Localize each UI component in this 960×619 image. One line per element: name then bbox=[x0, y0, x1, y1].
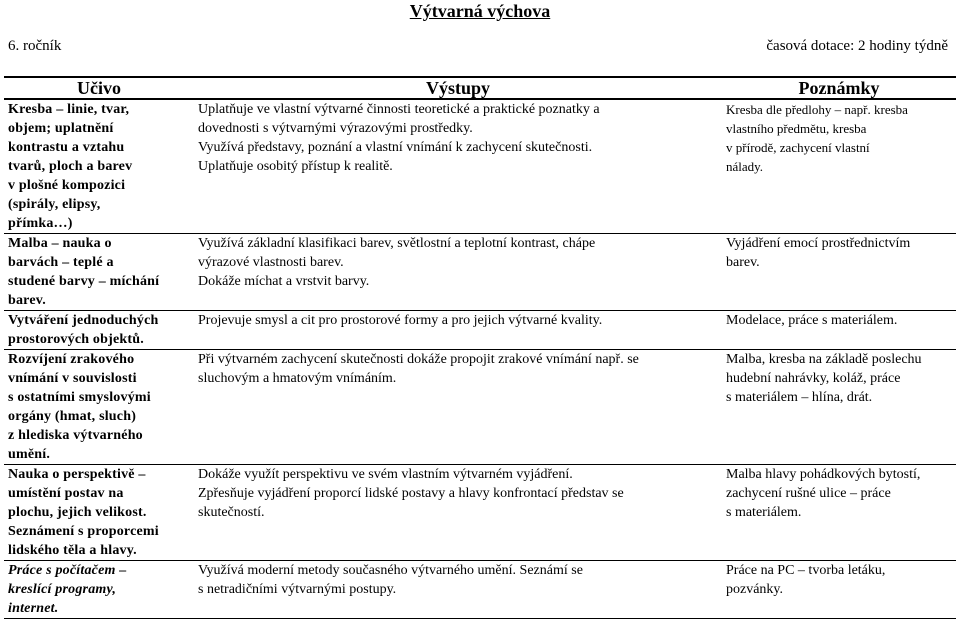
table-row bbox=[4, 465, 956, 561]
cell-line: Uplatňuje ve vlastní výtvarné činnosti teoretické a praktické poznatky a bbox=[198, 102, 600, 117]
cell-line: Malba hlavy pohádkových bytostí, bbox=[726, 467, 921, 482]
cell-line: prostorových objektů. bbox=[8, 332, 144, 347]
time-allocation-label: časová dotace: 2 hodiny týdně bbox=[766, 38, 948, 54]
cell-line: zachycení rušné ulice – práce bbox=[726, 486, 891, 501]
cell-line: Modelace, práce s materiálem. bbox=[726, 313, 898, 328]
poznamky-cell bbox=[722, 311, 956, 350]
cell-line: v přírodě, zachycení vlastní bbox=[726, 140, 870, 155]
cell-line: Projevuje smysl a cit pro prostorové formy a pro jejich výtvarné kvality. bbox=[198, 313, 603, 328]
cell-line: Práce s počítačem – bbox=[8, 563, 127, 578]
ucivo-cell bbox=[4, 99, 194, 234]
column-header-vystupy: Výstupy bbox=[194, 77, 722, 99]
cell-line: vnímání v souvislosti bbox=[8, 371, 137, 386]
cell-line: dovednosti s výtvarnými výrazovými prostředky. bbox=[198, 121, 473, 136]
cell-line: s ostatními smyslovými bbox=[8, 390, 151, 405]
cell-line: Zpřesňuje vyjádření proporcí lidské postavy a hlavy konfrontací představ se bbox=[198, 486, 624, 501]
cell-line: Vytváření jednoduchých bbox=[8, 313, 159, 328]
cell-line: nálady. bbox=[726, 159, 764, 174]
cell-line: umění. bbox=[8, 447, 51, 462]
cell-line: kontrastu a vztahu bbox=[8, 140, 125, 155]
cell-line: sluchovým a hmatovým vnímáním. bbox=[198, 371, 397, 386]
cell-line: pozvánky. bbox=[726, 582, 784, 597]
vystupy-cell bbox=[194, 99, 722, 234]
page-title: Výtvarná výchova bbox=[409, 1, 551, 21]
cell-line: Dokáže míchat a vrstvit barvy. bbox=[198, 274, 370, 289]
poznamky-cell bbox=[722, 99, 956, 234]
table-row bbox=[4, 350, 956, 465]
vystupy-cell bbox=[194, 234, 722, 311]
table-row bbox=[4, 561, 956, 619]
cell-line: v plošné kompozici bbox=[8, 178, 126, 193]
cell-line: Kresba dle předlohy – např. kresba bbox=[726, 102, 908, 117]
cell-line: (spirály, elipsy, bbox=[8, 197, 101, 212]
cell-line: Při výtvarném zachycení skutečnosti dokáže propojit zrakové vnímání např. se bbox=[198, 352, 639, 367]
cell-line: plochu, jejich velikost. bbox=[8, 505, 147, 520]
table-header-row bbox=[4, 77, 956, 99]
ucivo-cell bbox=[4, 234, 194, 311]
cell-line: Využívá základní klasifikaci barev, světlostní a teplotní kontrast, chápe bbox=[198, 236, 596, 251]
cell-line: skutečností. bbox=[198, 505, 265, 520]
cell-line: barvách – teplé a bbox=[8, 255, 114, 270]
table-row bbox=[4, 311, 956, 350]
cell-line: Uplatňuje osobitý přístup k realitě. bbox=[198, 159, 393, 174]
cell-line: lidského těla a hlavy. bbox=[8, 543, 137, 558]
cell-line: hudební nahrávky, koláž, práce bbox=[726, 371, 901, 386]
cell-line: studené barvy – míchání bbox=[8, 274, 160, 289]
ucivo-cell bbox=[4, 561, 194, 619]
cell-line: Vyjádření emocí prostřednictvím bbox=[726, 236, 911, 251]
poznamky-cell bbox=[722, 350, 956, 465]
cell-line: z hlediska výtvarného bbox=[8, 428, 143, 443]
poznamky-cell bbox=[722, 465, 956, 561]
cell-line: Malba, kresba na základě poslechu bbox=[726, 352, 922, 367]
cell-line: Využívá představy, poznání a vlastní vnímání k zachycení skutečnosti. bbox=[198, 140, 593, 155]
vystupy-cell bbox=[194, 561, 722, 619]
cell-line: Práce na PC – tvorba letáku, bbox=[726, 563, 886, 578]
cell-line: Seznámení s proporcemi bbox=[8, 524, 159, 539]
poznamky-cell bbox=[722, 234, 956, 311]
grade-label: 6. ročník bbox=[8, 38, 62, 54]
cell-line: s materiálem – hlína, drát. bbox=[726, 390, 873, 405]
curriculum-table bbox=[4, 76, 956, 619]
vystupy-cell bbox=[194, 311, 722, 350]
cell-line: vlastního předmětu, kresba bbox=[726, 121, 867, 136]
cell-line: Využívá moderní metody současného výtvarného umění. Seznámí se bbox=[198, 563, 583, 578]
cell-line: Rozvíjení zrakového bbox=[8, 352, 135, 367]
cell-line: orgány (hmat, sluch) bbox=[8, 409, 137, 424]
poznamky-cell bbox=[722, 561, 956, 619]
ucivo-cell bbox=[4, 465, 194, 561]
cell-line: barev. bbox=[8, 293, 46, 308]
cell-line: výrazové vlastnosti barev. bbox=[198, 255, 344, 270]
cell-line: internet. bbox=[8, 601, 59, 616]
cell-line: s materiálem. bbox=[726, 505, 802, 520]
vystupy-cell bbox=[194, 465, 722, 561]
cell-line: tvarů, ploch a barev bbox=[8, 159, 133, 174]
cell-line: umístění postav na bbox=[8, 486, 124, 501]
cell-line: Malba – nauka o bbox=[8, 236, 112, 251]
column-header-poznamky: Poznámky bbox=[722, 77, 956, 99]
cell-line: barev. bbox=[726, 255, 760, 270]
cell-line: s netradičními výtvarnými postupy. bbox=[198, 582, 397, 597]
cell-line: přímka…) bbox=[8, 216, 73, 231]
ucivo-cell bbox=[4, 350, 194, 465]
cell-line: Kresba – linie, tvar, bbox=[8, 102, 130, 117]
cell-line: Dokáže využít perspektivu ve svém vlastním výtvarném vyjádření. bbox=[198, 467, 573, 482]
table-row bbox=[4, 99, 956, 234]
column-header-ucivo: Učivo bbox=[4, 77, 194, 99]
table-row bbox=[4, 234, 956, 311]
ucivo-cell bbox=[4, 311, 194, 350]
cell-line: Nauka o perspektivě – bbox=[8, 467, 146, 482]
cell-line: kreslící programy, bbox=[8, 582, 117, 597]
vystupy-cell bbox=[194, 350, 722, 465]
cell-line: objem; uplatnění bbox=[8, 121, 114, 136]
